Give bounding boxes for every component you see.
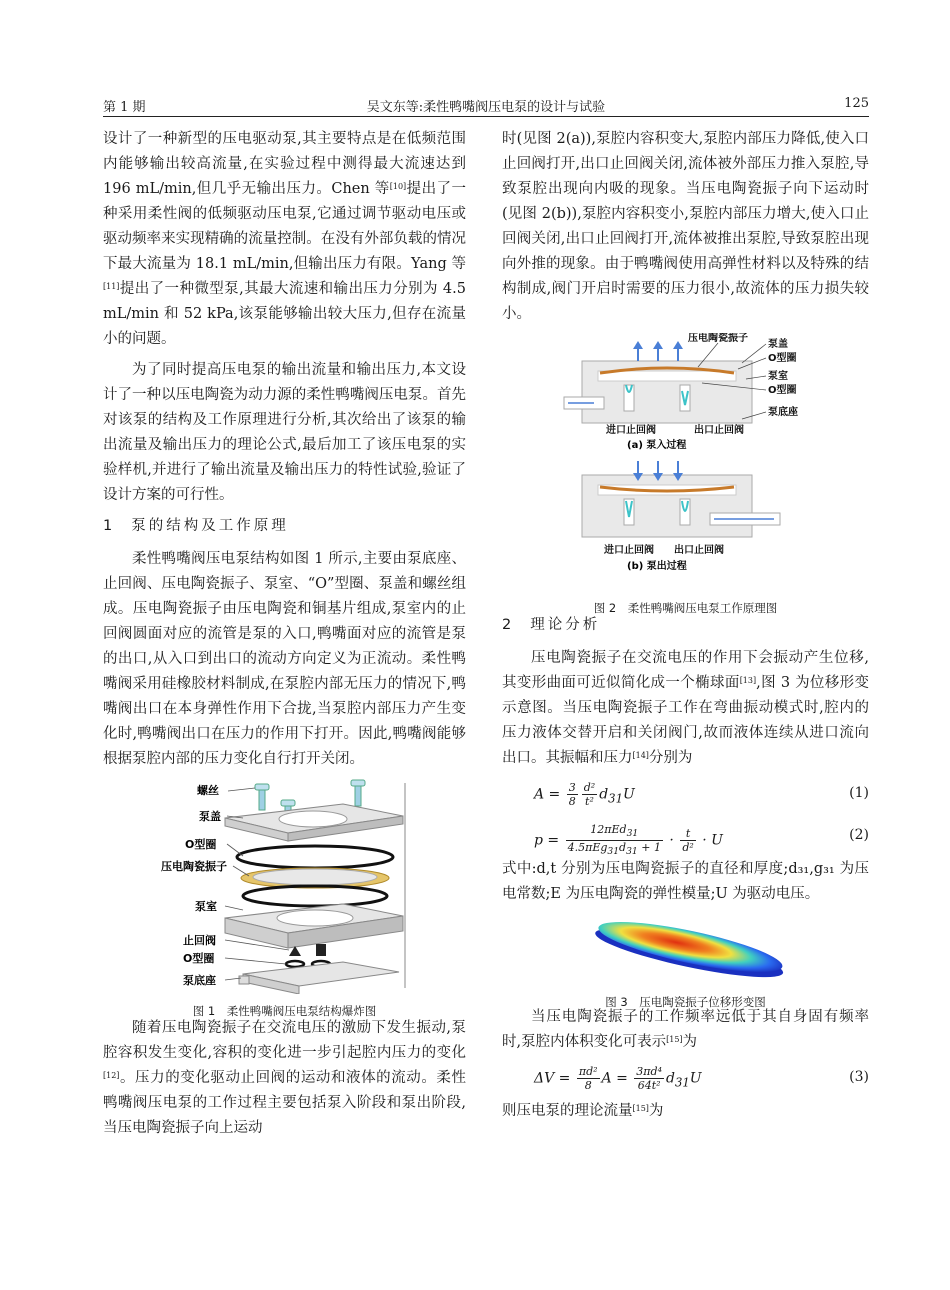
figure-1	[103, 778, 466, 1018]
paragraph: 则压电泵的理论流量[15]为	[502, 1103, 664, 1119]
right-column	[502, 127, 869, 1124]
equation-number: (2)	[849, 827, 869, 843]
figure-label: O型圈	[768, 385, 797, 396]
exploded-view-diagram	[103, 778, 466, 994]
issue-number: 第 1 期	[103, 100, 146, 115]
figure-label: O型圈	[183, 952, 215, 965]
o-ring-shape	[243, 886, 387, 906]
working-principle-diagram	[502, 333, 869, 591]
displacement-deformation-diagram	[502, 913, 869, 985]
equation-1: A = $\frac{3}{8}$ $\frac{\text{d²}}{\text{t²}}$ $d_{31}U$ (1)	[534, 781, 869, 808]
citation[interactable]: [13]	[739, 676, 757, 685]
paragraph: 压电陶瓷振子在交流电压的作用下会振动产生位移,其变形曲面可近似简化成一个椭球面[13],图 3 为位移形变示意图。当压电陶瓷振子工作在弯曲振动模式时,腔内的压力液体交替开启和关闭阀门,故而液体连续从进口流向出口。其振幅和压力[14]分别为	[502, 650, 870, 766]
citation[interactable]: [12]	[103, 1071, 120, 1080]
citation[interactable]: [15]	[632, 1104, 649, 1113]
figure-subcaption: (b) 泵出过程	[627, 561, 687, 572]
pump-cover-shape	[225, 804, 403, 841]
equation-2: p = $\frac{12\pi Ed_{31}}{4.5\pi Eg_{31}d_{31} + 1}$ · $\frac{t}{\text{d²}}$ · U (2)	[534, 823, 869, 858]
figure-label: 止回阀	[183, 934, 216, 947]
paragraph: 式中:d,t 分别为压电陶瓷振子的直径和厚度;d₃₁,g₃₁ 为压电常数;E 为压电陶瓷的弹性模量;U 为驱动电压。	[502, 861, 869, 902]
figure-label: 泵底座	[768, 407, 798, 418]
figure-label: 压电陶瓷振子	[688, 333, 748, 344]
running-header	[103, 94, 869, 117]
left-column	[103, 127, 466, 1141]
citation[interactable]: [11]	[103, 282, 120, 291]
pump-base-shape	[239, 962, 399, 994]
figure-label: 压电陶瓷振子	[161, 860, 227, 873]
figure-label: 进口止回阀	[606, 425, 656, 436]
paragraph: 随着压电陶瓷振子在交流电压的激励下发生振动,泵腔容积发生变化,容积的变化进一步引起腔内压力的变化[12]。压力的变化驱动止回阀的运动和液体的流动。柔性鸭嘴阀压电泵的工作过程主要包括泵入阶段和泵出阶段,当压电陶瓷振子向上运动	[103, 1020, 466, 1136]
running-title: 吴文东等:柔性鸭嘴阀压电泵的设计与试验	[366, 100, 606, 115]
figure-label: 泵盖	[768, 339, 788, 350]
figure-label: O型圈	[768, 353, 797, 364]
paragraph: 为了同时提高压电泵的输出流量和输出压力,本文设计了一种以压电陶瓷为动力源的柔性鸭嘴阀压电泵。首先对该泵的结构及工作原理进行分析,其次给出了该泵的输出流量及输出压力的理论公式,最后加工了该压电泵的实验样机,并进行了输出流量及输出压力的特性试验,验证了设计方案的可行性。	[103, 362, 466, 503]
figure-2	[502, 333, 869, 615]
figure-label: 出口止回阀	[694, 425, 744, 436]
figure-label: 进口止回阀	[604, 545, 654, 556]
paragraph: 柔性鸭嘴阀压电泵结构如图 1 所示,主要由泵底座、止回阀、压电陶瓷振子、泵室、“O”型圈、泵盖和螺丝组成。压电陶瓷振子由压电陶瓷和铜基片组成,泵室内的止回阀圆面对应的流管是泵的入口,鸭嘴面对应的流管是泵的出口,从入口到出口的流动方向定义为正流动。柔性鸭嘴阀采用硅橡胶材料制成,在泵腔内部无压力的情况下,鸭嘴阀出口在本身弹性作用下合拢,当泵腔内部压力产生变化时,鸭嘴阀出口在压力的作用下打开。因此,鸭嘴阀能够根据泵腔内部的压力变化自行打开关闭。	[103, 551, 466, 767]
figure-label: 螺丝	[197, 784, 219, 797]
section-heading: 1 泵的结构及工作原理	[103, 518, 289, 534]
citation[interactable]: [15]	[666, 1035, 683, 1044]
figure-caption: 图 2 柔性鸭嘴阀压电泵工作原理图	[593, 601, 778, 615]
figure-label: 泵底座	[183, 974, 216, 987]
equation-number: (1)	[849, 785, 869, 801]
figure-3	[502, 913, 869, 1009]
paragraph: 设计了一种新型的压电驱动泵,其主要特点是在低频范围内能够输出较高流量,在实验过程中测得最大流速达到 196 mL/min,但几乎无输出压力。Chen 等[10]提出了一种采用柔性阀的低频驱动压电泵,它通过调节驱动电压或驱动频率来实现精确的流量控制。在没有外部负载的情况下最大流量为 18.1 mL/min,但输出压力有限。Yang 等[11]提出了一种微型泵,其最大流速和输出压力分别为 4.5 mL/min 和 52 kPa,该泵能够输出较大压力,但存在流量小的问题。	[103, 131, 466, 347]
section-heading: 2 理论分析	[502, 617, 601, 633]
pump-out-diagram	[582, 461, 780, 537]
citation[interactable]: [10]	[389, 182, 407, 191]
figure-subcaption: (a) 泵入过程	[627, 440, 687, 451]
page-number: 125	[844, 96, 869, 111]
figure-caption: 图 3 压电陶瓷振子位移形变图	[605, 995, 766, 1009]
paragraph: 时(见图 2(a)),泵腔内容积变大,泵腔内部压力降低,使入口止回阀打开,出口止回阀关闭,流体被外部压力推入泵腔,导致泵腔出现向内吸的现象。当压电陶瓷振子向下运动时(见图 2(b)),泵腔内容积变小,泵腔内部压力增大,使入口止回阀关闭,出口止回阀打开,流体被推出泵腔,导致泵腔出现向外推的现象。由于鸭嘴阀使用高弹性材料以及特殊的结构制成,阀门开启时需要的压力很小,故流体的压力损失较小。	[502, 131, 869, 322]
equation-3: ΔV = $\frac{\text{πd²}}{8}$ A = $\frac{\text{3πd⁴}}{\text{64t²}}$ $d_{31}U$ (3)	[534, 1065, 869, 1092]
figure-label: 泵盖	[199, 810, 221, 823]
pump-chamber-shape	[225, 904, 403, 948]
o-ring-shape	[237, 846, 393, 868]
figure-label: 泵室	[195, 900, 217, 913]
figure-label: 出口止回阀	[674, 545, 724, 556]
figure-caption: 图 1 柔性鸭嘴阀压电泵结构爆炸图	[192, 1004, 377, 1018]
pump-in-diagram	[564, 341, 752, 423]
figure-label: 泵室	[768, 371, 788, 382]
equation-number: (3)	[849, 1069, 869, 1085]
figure-label: O型圈	[185, 838, 217, 851]
paragraph: 当压电陶瓷振子的工作频率远低于其自身固有频率时,泵腔内体积变化可表示[15]为	[502, 1009, 869, 1050]
citation[interactable]: [14]	[632, 751, 649, 760]
